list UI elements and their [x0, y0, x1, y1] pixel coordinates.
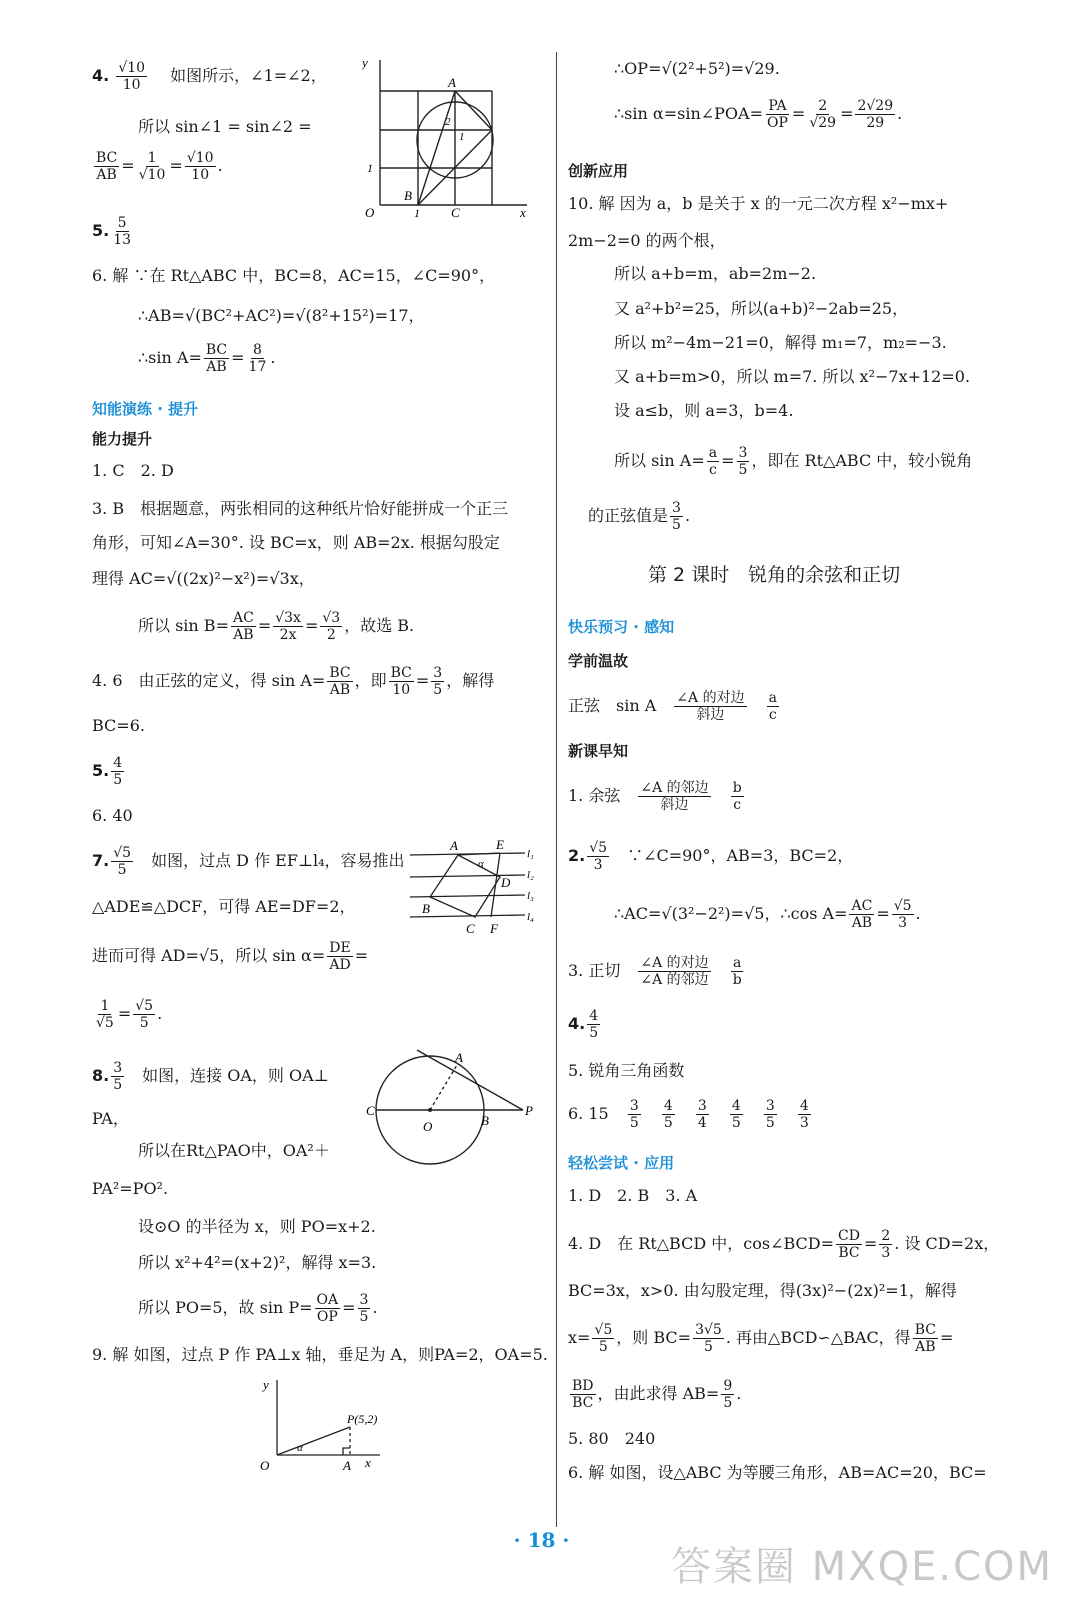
answer-10-line5: 所以 m²−4m−21=0，解得 m₁=7，m₂=−3.: [614, 333, 947, 352]
try-5: 5. 80 240: [568, 1429, 656, 1448]
answer-7-line1: 7. $\frac{√5}{5}$ 如图，过点 D 作 EF⊥l₄，容易推出: [92, 845, 405, 878]
svg-text:y: y: [263, 1377, 269, 1392]
try-4-line2: BC=3x，x>0. 由勾股定理，得(3x)²−(2x)²=1，解得: [568, 1281, 957, 1300]
svg-text:D: D: [501, 875, 511, 890]
svg-text:l₂: l₂: [527, 869, 534, 881]
figure-parallel-lines: [400, 835, 545, 945]
figure-grid-circle: [362, 55, 532, 220]
answer-7-line2: △ADE≌△DCF，可得 AE=DF=2，: [92, 897, 356, 916]
answer-10-line2: 2m−2=0 的两个根，: [568, 231, 726, 250]
try-4-line4: $\frac{BD}{BC}$ ，由此求得 AB= $\frac{9}{5}$ .: [572, 1378, 742, 1411]
answer-4-line2: 所以 sin∠1 = sin∠2 =: [138, 117, 312, 136]
answer-1-2: 1. C 2. D: [92, 461, 174, 480]
answer-5b: 5. $\frac{4}{5}$: [92, 755, 123, 788]
svg-text:1: 1: [414, 206, 420, 220]
answer-8-line5: 设⊙O 的半径为 x，则 PO=x+2.: [138, 1217, 376, 1236]
svg-text:F: F: [490, 921, 498, 936]
svg-text:B: B: [422, 901, 430, 916]
answer-7-line3: 进而可得 AD=√5，所以 sin α= $\frac{DE}{AD}$ =: [92, 940, 369, 973]
svg-text:A: A: [343, 1458, 351, 1473]
svg-text:1: 1: [459, 131, 465, 143]
try-4-line3: x= $\frac{√5}{5}$ ，则 BC= $\frac{3√5}{5}$ . 再由△BCD∽△BAC，得 $\frac{BC}{AB}$ =: [568, 1322, 954, 1355]
answer-3-line1: 3. B 根据题意，两张相同的这种纸片恰好能拼成一个正三: [92, 499, 509, 518]
svg-text:C: C: [451, 205, 460, 220]
svg-text:O: O: [423, 1119, 433, 1134]
svg-text:B: B: [404, 188, 412, 203]
section-heading-qingsong: 轻松尝试 · 应用: [568, 1154, 675, 1172]
answer-6-line1: 6. 解 ∵在 Rt△ABC 中，BC=8，AC=15，∠C=90°，: [92, 266, 496, 285]
xinke-2-line1: 2. $\frac{√5}{3}$ ∵∠C=90°，AB=3，BC=2，: [568, 840, 854, 873]
xinke-5: 5. 锐角三角函数: [568, 1061, 685, 1080]
answer-4: 4. $\frac{√10}{10}$ 如图所示，∠1=∠2，: [92, 60, 327, 93]
svg-text:l₁: l₁: [527, 848, 534, 860]
answer-3-line3: 理得 AC=√((2x)²−x²)=√3x，: [92, 569, 315, 588]
lesson-title: 第 2 课时 锐角的余弦和正切: [648, 564, 901, 586]
xinke-4: 4. $\frac{4}{5}$: [568, 1008, 599, 1041]
subheading-xueqian: 学前温故: [568, 652, 629, 670]
svg-text:l₃: l₃: [527, 890, 534, 902]
svg-text:E: E: [496, 837, 504, 852]
answer-10-line1: 10. 解 因为 a，b 是关于 x 的一元二次方程 x²−mx+: [568, 194, 949, 213]
svg-text:A: A: [448, 75, 456, 90]
svg-text:y: y: [362, 55, 368, 70]
try-1-3: 1. D 2. B 3. A: [568, 1186, 698, 1205]
svg-text:B: B: [481, 1113, 489, 1128]
try-4-line1: 4. D 在 Rt△BCD 中，cos∠BCD= $\frac{CD}{BC}$ = $\frac{2}{3}$ . 设 CD=2x，: [568, 1228, 1000, 1261]
answer-3-line2: 角形，可知∠A=30°. 设 BC=x，则 AB=2x. 根据勾股定: [92, 533, 500, 552]
svg-text:α: α: [478, 858, 484, 870]
answer-4b-line1: 4. 6 由正弦的定义，得 sin A= $\frac{BC}{AB}$ ，即 $\frac{BC}{10}$ = $\frac{3}{5}$ ，解得: [92, 665, 495, 698]
answer-6-line2: ∴AB=√(BC²+AC²)=√(8²+15²)=17，: [138, 306, 425, 325]
figure-circle-tangent: [365, 1048, 540, 1173]
answer-10-line6: 又 a+b=m>0，所以 m=7. 所以 x²−7x+12=0.: [614, 367, 971, 386]
svg-text:A: A: [450, 838, 458, 853]
answer-10-line9: 的正弦值是 $\frac{3}{5}$ .: [588, 500, 691, 533]
try-6-line1: 6. 解 如图，设△ABC 为等腰三角形，AB=AC=20，BC=: [568, 1463, 987, 1482]
answer-9-line3: ∴sin α=sin∠POA= $\frac{PA}{OP}$ = $\frac{2}{√29}$ = $\frac{2√29}{29}$ .: [614, 98, 903, 131]
page-number: · 18 ·: [513, 1528, 570, 1552]
answer-8-line7: 所以 PO=5，故 sin P= $\frac{OA}{OP}$ = $\frac{3}{5}$ .: [138, 1292, 378, 1325]
answer-8-line3: 所以在Rt△PAO中，OA²＋: [138, 1141, 330, 1160]
answer-4b-line2: BC=6.: [92, 716, 145, 735]
answer-7-line4: $\frac{1}{√5}$ = $\frac{√5}{5}$ .: [96, 998, 163, 1031]
answer-4-line3: $\frac{BC}{AB}$ = $\frac{1}{√10}$ = $\frac{√10}{10}$ .: [96, 150, 223, 183]
svg-text:C: C: [366, 1103, 375, 1118]
answer-8-line2: PA，: [92, 1109, 129, 1128]
watermark-logo: 答案圈 MXQE.COM: [670, 1544, 1053, 1590]
svg-text:C: C: [466, 921, 475, 936]
answer-10-line7: 设 a≤b，则 a=3，b=4.: [614, 401, 794, 420]
subheading-nengli: 能力提升: [92, 430, 153, 448]
svg-text:l₄: l₄: [527, 911, 534, 923]
answer-10-line8: 所以 sin A= $\frac{a}{c}$ = $\frac{3}{5}$ ，即在 Rt△ABC 中，较小锐角: [614, 445, 973, 478]
section-heading-zhineng: 知能演练 · 提升: [92, 400, 199, 418]
answer-8-line1: 8. $\frac{3}{5}$ 如图，连接 OA，则 OA⊥: [92, 1060, 329, 1093]
figure-coordinate-p: [255, 1375, 390, 1475]
wengu-line: 正弦 sin A ∠A 的对边 斜边 $\frac{a}{c}$: [568, 690, 777, 723]
subheading-chuangxin: 创新应用: [568, 162, 629, 180]
xinke-3: 3. 正切 ∠A 的对边 ∠A 的邻边 $\frac{a}{b}$: [568, 955, 742, 988]
answer-9-line2: ∴OP=√(2²+5²)=√29.: [614, 59, 780, 78]
answer-9-line1: 9. 解 如图，过点 P 作 PA⊥x 轴，垂足为 A，则PA=2，OA=5.: [92, 1345, 548, 1364]
xinke-6: 6. 15 $\frac{3}{5}$ $\frac{4}{5}$ $\frac{3}{4}$ $\frac{4}{5}$ $\frac{3}{5}$ $\frac{4}{3}$: [568, 1098, 809, 1131]
svg-text:x: x: [520, 205, 526, 220]
svg-text:P(5,2): P(5,2): [347, 1412, 378, 1426]
xinke-2-line2: ∴AC=√(3²−2²)=√5，∴cos A= $\frac{AC}{AB}$ = $\frac{√5}{3}$ .: [614, 898, 921, 931]
answer-10-line4: 又 a²+b²=25，所以(a+b)²−2ab=25，: [614, 299, 909, 318]
answer-6-line3: ∴sin A= $\frac{BC}{AB}$ = $\frac{8}{17}$ .: [138, 342, 276, 375]
svg-text:O: O: [365, 205, 375, 220]
section-heading-kuaile: 快乐预习 · 感知: [568, 618, 675, 636]
svg-text:1: 1: [367, 161, 373, 175]
answer-6b: 6. 40: [92, 806, 133, 825]
answer-3-line4: 所以 sin B= $\frac{AC}{AB}$ = $\frac{√3x}{2x}$ = $\frac{√3}{2}$ ，故选 B.: [138, 610, 415, 643]
svg-text:A: A: [455, 1050, 463, 1065]
answer-10-line3: 所以 a+b=m，ab=2m−2.: [614, 264, 817, 283]
svg-text:α: α: [297, 1442, 303, 1454]
svg-text:x: x: [365, 1455, 371, 1470]
answer-8-line6: 所以 x²+4²=(x+2)²，解得 x=3.: [138, 1253, 377, 1272]
svg-text:2: 2: [445, 116, 451, 128]
column-divider: [556, 52, 557, 1527]
subheading-xinke: 新课早知: [568, 742, 629, 760]
svg-text:P: P: [525, 1103, 533, 1118]
answer-8-line4: PA²=PO².: [92, 1179, 169, 1198]
xinke-1: 1. 余弦 ∠A 的邻边 斜边 $\frac{b}{c}$: [568, 780, 742, 813]
svg-text:O: O: [260, 1458, 270, 1473]
answer-5: 5. $\frac{5}{13}$: [92, 215, 132, 248]
